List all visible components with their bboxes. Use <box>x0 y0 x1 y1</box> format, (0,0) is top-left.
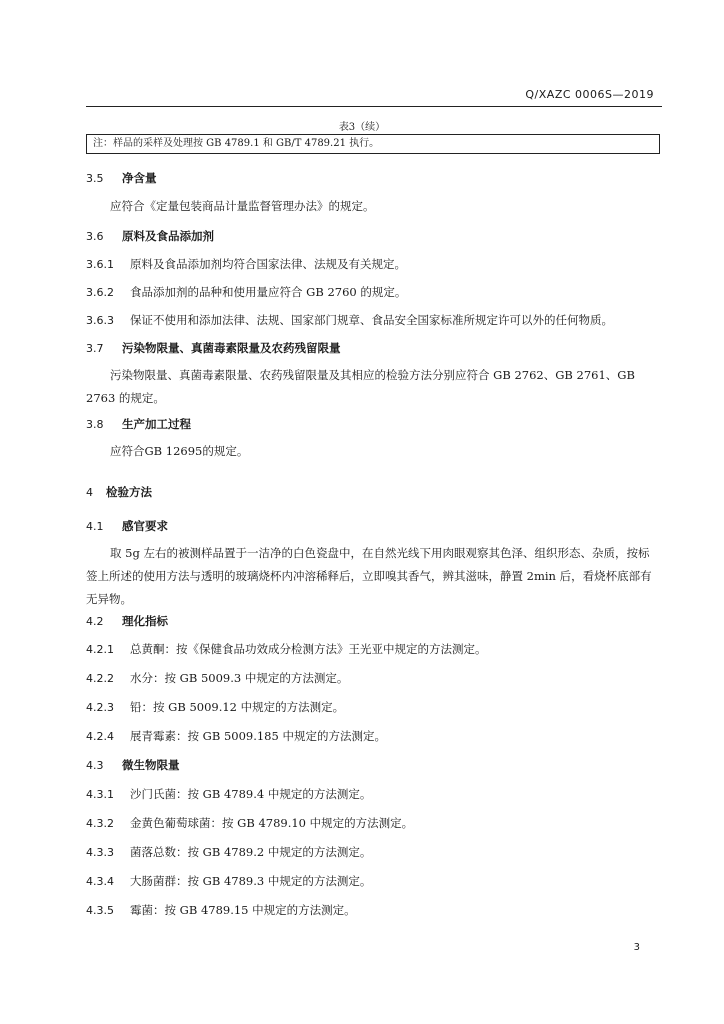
paragraph: 应符合《定量包装商品计量监督管理办法》的规定。 <box>110 199 375 213</box>
section-title: 理化指标 <box>122 614 168 628</box>
document-id: Q/XAZC 0006S—2019 <box>525 88 654 101</box>
clause-text: 铅：按 GB 5009.12 中规定的方法测定。 <box>130 700 345 714</box>
clause-3-6-3 <box>86 312 613 328</box>
clause-text: 保证不使用和添加法律、法规、国家部门规章、食品安全国家标准所规定许可以外的任何物质。 <box>130 313 613 327</box>
clause-3-6-1 <box>86 256 406 272</box>
page-number: 3 <box>633 942 640 953</box>
clause-text: 原料及食品添加剂均符合国家法律、法规及有关规定。 <box>130 257 406 271</box>
section-heading-3-8 <box>86 416 191 432</box>
chapter-heading-4 <box>86 484 152 500</box>
clause-text: 食品添加剂的品种和使用量应符合 GB 2760 的规定。 <box>130 285 407 299</box>
clause-text: 金黄色葡萄球菌：按 GB 4789.10 中规定的方法测定。 <box>130 816 414 830</box>
section-title: 污染物限量、真菌毒素限量及农药残留限量 <box>122 341 341 355</box>
table-caption: 表3（续） <box>338 122 386 133</box>
clause-number: 4.3.1 <box>86 788 114 801</box>
clause-number: 4.3.5 <box>86 904 114 917</box>
clause-text: 水分：按 GB 5009.3 中规定的方法测定。 <box>130 671 349 685</box>
clause-text: 霉菌：按 GB 4789.15 中规定的方法测定。 <box>130 903 356 917</box>
clause-4-3-2 <box>86 815 413 831</box>
clause-4-2-1 <box>86 641 487 657</box>
section-title: 微生物限量 <box>122 758 180 772</box>
clause-4-2-2 <box>86 670 348 686</box>
clause-number: 3.6.1 <box>86 258 114 271</box>
table-note: 注：样品的采样及处理按 GB 4789.1 和 GB/T 4789.21 执行。 <box>86 134 660 154</box>
clause-number: 4.2.3 <box>86 701 114 714</box>
section-heading-4-1 <box>86 518 168 534</box>
section-title: 原料及食品添加剂 <box>122 229 214 243</box>
clause-4-3-3 <box>86 844 371 860</box>
section-number: 3.6 <box>86 230 104 243</box>
section-number: 4.1 <box>86 520 104 533</box>
section-heading-3-7 <box>86 340 341 356</box>
section-heading-4-3 <box>86 757 180 773</box>
chapter-title: 检验方法 <box>106 485 152 499</box>
section-heading-4-2 <box>86 613 168 629</box>
clause-text: 总黄酮：按《保健食品功效成分检测方法》王光亚中规定的方法测定。 <box>130 642 487 656</box>
clause-4-3-5 <box>86 902 356 918</box>
chapter-number: 4 <box>86 486 93 499</box>
section-title: 净含量 <box>122 171 157 185</box>
section-number: 3.7 <box>86 342 104 355</box>
clause-number: 4.3.2 <box>86 817 114 830</box>
section-title: 感官要求 <box>122 519 168 533</box>
clause-4-3-4 <box>86 873 371 889</box>
clause-number: 4.3.4 <box>86 875 114 888</box>
section-number: 3.5 <box>86 172 104 185</box>
section-title: 生产加工过程 <box>122 417 191 431</box>
clause-4-2-3 <box>86 699 344 715</box>
clause-4-2-4 <box>86 728 386 744</box>
clause-number: 3.6.3 <box>86 314 114 327</box>
section-number: 4.3 <box>86 759 104 772</box>
clause-text: 沙门氏菌：按 GB 4789.4 中规定的方法测定。 <box>130 787 372 801</box>
clause-number: 4.2.2 <box>86 672 114 685</box>
paragraph: 应符合GB 12695的规定。 <box>110 444 249 458</box>
paragraph: 污染物限量、真菌毒素限量、农药残留限量及其相应的检验方法分别应符合 GB 2762、GB 2761、GB 2763 的规定。 <box>86 368 635 405</box>
clause-text: 菌落总数：按 GB 4789.2 中规定的方法测定。 <box>130 845 372 859</box>
clause-text: 展青霉素：按 GB 5009.185 中规定的方法测定。 <box>130 729 386 743</box>
section-number: 3.8 <box>86 418 104 431</box>
clause-text: 大肠菌群：按 GB 4789.3 中规定的方法测定。 <box>130 874 372 888</box>
clause-number: 4.2.1 <box>86 643 114 656</box>
clause-number: 3.6.2 <box>86 286 114 299</box>
section-heading-3-5 <box>86 170 157 186</box>
header-rule <box>86 106 662 107</box>
clause-3-6-2 <box>86 284 406 300</box>
section-heading-3-6 <box>86 228 214 244</box>
clause-number: 4.3.3 <box>86 846 114 859</box>
clause-4-3-1 <box>86 786 371 802</box>
paragraph: 取 5g 左右的被测样品置于一洁净的白色瓷盘中，在自然光线下用肉眼观察其色泽、组织形态、杂质，按标签上所述的使用方法与透明的玻璃烧杯内冲溶稀释后，立即嗅其香气，辨其滋味，静置 2min 后，看烧杯底部有无异物。 <box>86 546 652 606</box>
clause-number: 4.2.4 <box>86 730 114 743</box>
section-number: 4.2 <box>86 615 104 628</box>
